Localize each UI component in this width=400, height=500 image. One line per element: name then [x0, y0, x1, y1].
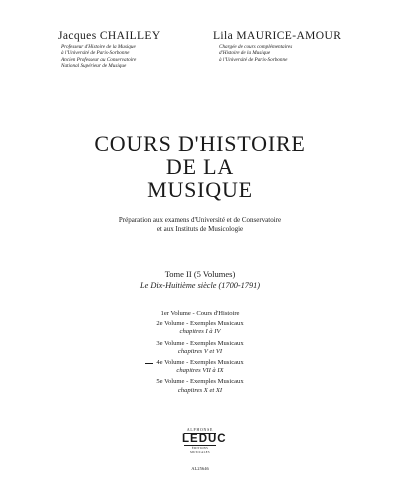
volume-item-4 [0, 359, 400, 375]
volume-label: 3e Volume - Exemples Musicaux [156, 339, 244, 347]
author-1-credential: Ancien Professeur au Conservatoire [61, 56, 137, 63]
volume-list [0, 310, 400, 395]
selected-volume-marker [145, 363, 153, 364]
volume-label: 4e Volume - Exemples Musicaux [156, 359, 244, 367]
author-1-name [58, 30, 161, 42]
author-1-credential: à l'Université de Paris-Sorbonne [61, 50, 130, 57]
volume-item-2 [0, 320, 400, 336]
subtitle [0, 216, 400, 234]
author-2-last-name: MAURICE-AMOUR [236, 30, 342, 42]
publisher-name: LEDUC [182, 433, 227, 445]
author-2-first-name: Lila [213, 30, 234, 42]
subtitle-line: Préparation aux examens d'Université et de Conservatoire [118, 216, 282, 224]
publisher-logo [182, 428, 227, 454]
volume-item-1 [0, 310, 400, 318]
tome-heading: Tome II (5 Volumes) [164, 269, 236, 279]
volume-item-3 [0, 340, 400, 356]
subtitle-line: et aux Instituts de Musicologie [156, 225, 244, 233]
author-1-last-name: CHAILLEY [99, 30, 161, 42]
author-1-credential: Professeur d'Histoire de la Musique [61, 44, 136, 50]
author-2-credentials [213, 44, 341, 63]
volume-label: 5e Volume - Exemples Musicaux [156, 378, 244, 386]
publisher-line-1: ALPHONSE [186, 428, 214, 432]
volume-chapters: chapitres V et VI [177, 347, 223, 355]
author-1-credential: National Supérieur de Musique [61, 63, 127, 70]
title-line-2: DE LA [165, 154, 235, 179]
volume-chapters: chapitres X et XI [177, 386, 223, 394]
author-2-credential: d'Histoire de la Musique [219, 50, 271, 57]
volume-label: 1er Volume - Cours d'Histoire [160, 310, 240, 317]
author-2 [213, 30, 341, 63]
volume-item-5 [0, 378, 400, 394]
author-1-credentials [58, 44, 161, 70]
author-1-first-name: Jacques [58, 30, 97, 42]
title-line-3: MUSIQUE [147, 177, 253, 202]
catalog-code: AL25646 [191, 466, 209, 471]
volume-label: 2e Volume - Exemples Musicaux [156, 320, 244, 328]
title-line-1: COURS D'HISTOIRE [94, 131, 306, 156]
author-1 [58, 30, 161, 70]
era-subheading: Le Dix-Huitième siècle (1700-1791) [139, 281, 261, 290]
publisher-line-3: ÉDITIONS MUSICALES [190, 446, 210, 454]
author-2-name [213, 30, 341, 42]
volume-chapters: chapitres VII à IX [176, 367, 224, 375]
volume-chapters: chapitres I à IV [179, 328, 221, 336]
author-2-credential: Chargée de cours complémentaires [219, 44, 293, 50]
author-2-credential: à l'Université de Paris-Sorbonne [219, 56, 288, 63]
